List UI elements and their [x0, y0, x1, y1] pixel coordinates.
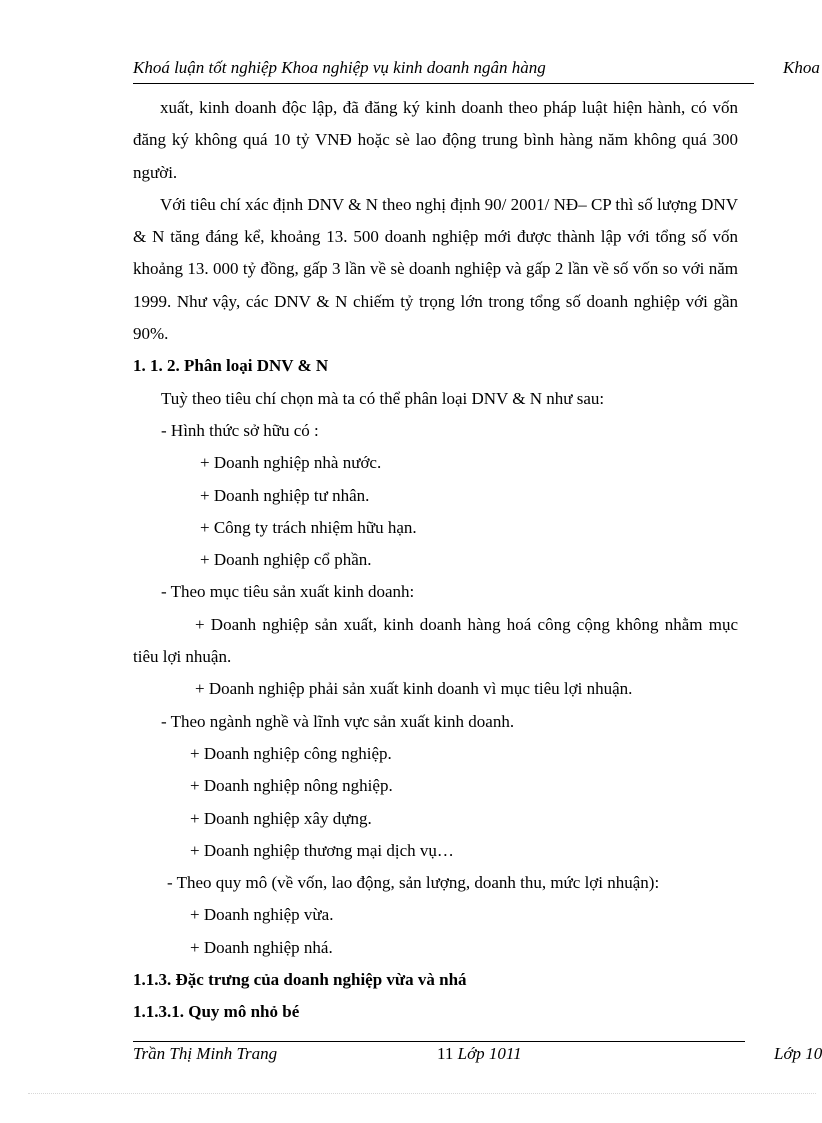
- paragraph-criteria: Với tiêu chí xác định DNV & N theo nghị định 90/ 2001/ NĐ– CP thì số lượng DNV & N tăng đáng kể, khoảng 13. 500 doanh nghiệp mới được thành lập với tổng số vốn khoảng 13. 000 tỷ đồng, gấp 3 lần về sè doanh nghiệp và gấp 2 lần về số vốn so với năm 1999. Như vậy, các DNV & N chiếm tỷ trọng lớn trong tổng số doanh nghiệp với gần 90%.: [133, 194, 738, 344]
- list-item: + Doanh nghiệp phải sản xuất kinh doanh vì mục tiêu lợi nhuận.: [195, 679, 633, 699]
- list-item: + Công ty trách nhiệm hữu hạn.: [200, 517, 417, 537]
- section-heading-1-1-3-1: 1.1.3.1. Quy mô nhỏ bé: [133, 1002, 300, 1022]
- header-title: Khoá luận tốt nghiệp Khoa nghiệp vụ kinh doanh ngân hàng: [133, 58, 546, 77]
- section-heading-1-1-2: 1. 1. 2. Phân loại DNV & N: [133, 356, 329, 376]
- footer-rule: [133, 1041, 745, 1042]
- page-number: 11: [437, 1044, 454, 1063]
- list-item: + Doanh nghiệp nhà nước.: [200, 453, 382, 473]
- document-body: [133, 92, 738, 1029]
- list-item: + Doanh nghiệp nông nghiệp.: [190, 776, 393, 796]
- list-item: + Doanh nghiệp vừa.: [190, 905, 334, 925]
- footer-class: Lớp 1011: [457, 1044, 522, 1063]
- footer-class-overflow: Lớp 10: [774, 1044, 822, 1063]
- list-item: + Doanh nghiệp tư nhân.: [200, 485, 370, 505]
- list-item: + Doanh nghiệp thương mại dịch vụ…: [190, 840, 454, 860]
- footer-page-class: [437, 1044, 522, 1064]
- footer-author: Trần Thị Minh Trang: [133, 1044, 278, 1063]
- criterion-ownership: - Hình thức sở hữu có :: [161, 420, 319, 440]
- list-item: + Doanh nghiệp cổ phần.: [200, 550, 372, 570]
- paragraph-continued: xuất, kinh doanh độc lập, đã đăng ký kinh doanh theo pháp luật hiện hành, có vốn đăng ký không quá 10 tỷ VNĐ hoặc sè lao động trung bình hàng năm không quá 300 người.: [133, 98, 738, 182]
- header-rule: [133, 83, 754, 84]
- criterion-business-goal: - Theo mục tiêu sản xuất kinh doanh:: [161, 582, 415, 602]
- page-edge-dotted-line: [28, 1093, 816, 1094]
- classification-intro: Tuỳ theo tiêu chí chọn mà ta có thể phân loại DNV & N như sau:: [161, 388, 605, 408]
- criterion-industry: - Theo ngành nghề và lĩnh vực sản xuất kinh doanh.: [161, 711, 515, 731]
- list-item: + Doanh nghiệp công nghiệp.: [190, 743, 392, 763]
- criterion-scale: - Theo quy mô (về vốn, lao động, sản lượng, doanh thu, mức lợi nhuận):: [167, 873, 660, 893]
- header-title-overflow: Khoa: [783, 58, 820, 77]
- list-item: + Doanh nghiệp xây dựng.: [190, 808, 372, 828]
- list-item: + Doanh nghiệp nhá.: [190, 937, 333, 957]
- section-heading-1-1-3: 1.1.3. Đặc trưng của doanh nghiệp vừa và nhá: [133, 970, 467, 990]
- list-item: + Doanh nghiệp sản xuất, kinh doanh hàng hoá công cộng không nhằm mục tiêu lợi nhuận.: [133, 614, 738, 667]
